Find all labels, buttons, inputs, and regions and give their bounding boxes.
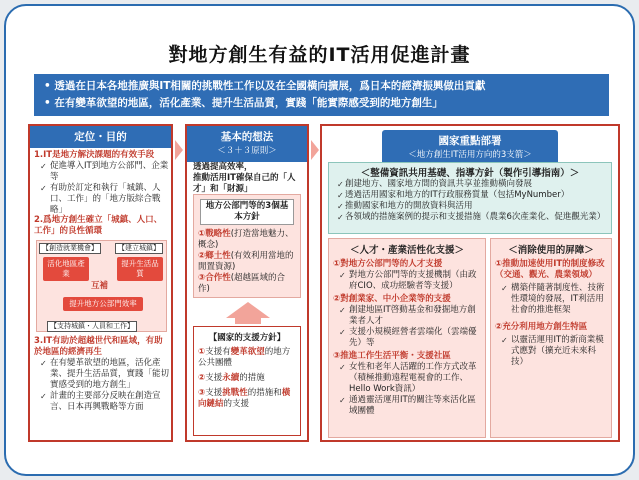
talent-section-2-title: ②對創業家、中小企業等的支援 xyxy=(333,294,451,304)
policy-text: (超越區域的合作) xyxy=(198,273,286,294)
support-num: ① xyxy=(198,347,206,357)
national-support-panel xyxy=(193,326,301,436)
national-support-title: 【國家的支援方針】 xyxy=(208,333,286,343)
three-basic-policies-panel xyxy=(193,194,301,298)
page-frame xyxy=(4,4,635,476)
tag-support: 【支持城鎮・人員和工作】 xyxy=(47,321,137,332)
policy-num: ② xyxy=(198,251,206,261)
intro-banner xyxy=(34,74,609,116)
section-3-title: 3.IT有助於超越世代和區域，有助於地區的經濟再生 xyxy=(34,336,163,357)
policy-key: 鄉土性 xyxy=(205,251,231,261)
section-1-title: 1.IT是地方解決課題的有效手段 xyxy=(34,150,155,160)
column-basic-idea-title: 基本的想法 xyxy=(220,131,274,143)
section-1 xyxy=(34,150,169,216)
column-national-priority-title: 國家重點部署 xyxy=(438,135,502,147)
support-key: 挑戰性 xyxy=(222,388,248,398)
barrier-item: ✓ 以靈活運用IT的新商業模式應對（擴充近未來科技） xyxy=(501,335,607,368)
policy-key: 合作性 xyxy=(205,273,231,283)
remove-barriers-title: ＜消除使用的屏障＞ xyxy=(508,245,594,256)
arrow-right-1 xyxy=(175,140,183,160)
box-public-efficiency: 提升地方公部門效率 xyxy=(63,297,143,311)
talent-section-3-title: ③推進工作生活平衡・支援社區 xyxy=(333,351,451,361)
support-text: 支援 xyxy=(205,388,223,398)
section-2-title xyxy=(34,215,169,237)
column-basic-idea-header xyxy=(187,126,307,162)
support-item xyxy=(194,388,300,410)
section-1-bullet: ✓ 有助於訂定和執行「城鎮、人口、工作」的「地方版綜合戰略」 xyxy=(40,183,169,216)
policy-text: (打造當地魅力、概念) xyxy=(198,229,294,250)
guideline-item: ✓ 各領域的措施案例的提示和支援措施（農業6次產業化、促進觀光業） xyxy=(337,212,611,223)
section-3-bullet: ✓ 在有變革欲望的地區，活化產業、提升生活品質，實踐「能切實感受到的地方創生」 xyxy=(40,358,169,391)
support-key: 永續 xyxy=(222,373,240,383)
policy-key: 戰略性 xyxy=(205,229,231,239)
intro-line-2: • 在有變革欲望的地區，活化產業、提升生活品質，實踐「能實際感受到的地方創生」 xyxy=(44,97,443,109)
barrier-item: ✓ 構築伴隨著制度性、技術性環境的發展，IT利活用社會的推進框架 xyxy=(501,283,607,316)
page-title: 對地方創生有益的IT活用促進計畫 xyxy=(168,44,471,66)
support-key: 變革欲望 xyxy=(230,347,265,357)
box-quality-of-life: 提升生活品質 xyxy=(117,257,163,281)
column-basic-idea xyxy=(185,124,309,442)
tag-create-jobs: 【創造就業機會】 xyxy=(39,243,101,254)
barrier-section-2-title: ②充分利用地方創生特區 xyxy=(495,322,588,332)
section-1-bullet: ✓ 促進導入IT到地方公部門、企業等 xyxy=(40,161,169,183)
three-basic-policies-title: 地方公部門等的3個基本方針 xyxy=(200,199,294,225)
policy-num: ③ xyxy=(198,273,206,283)
tag-build-town: 【建立城鎮】 xyxy=(115,243,163,254)
up-arrow-stem xyxy=(235,318,261,324)
policy-num: ① xyxy=(198,229,206,239)
support-key: 橫向鏈結 xyxy=(198,388,291,409)
box-regional-industry: 活化地區產業 xyxy=(43,257,89,281)
policy-item xyxy=(194,251,300,273)
section-2-title-text: 2.爲地方創生確立「城鎮、人口、工作」的良性循環 xyxy=(34,215,163,236)
talent-section-2 xyxy=(329,292,485,349)
support-item xyxy=(194,373,300,384)
policy-item xyxy=(194,273,300,295)
column-positioning-header: 定位・目的 xyxy=(30,126,171,148)
support-text: 支援有 xyxy=(205,347,231,357)
guideline-title: ＜整備資訊共用基礎、指導方針（製作引導指南）＞ xyxy=(360,168,580,179)
barrier-section-1-title: ①推動加速使用IT的制度修改（交通、觀光、農業領域） xyxy=(495,259,605,280)
support-text: 的支援 xyxy=(223,399,250,409)
remove-barriers-panel xyxy=(490,238,612,438)
policy-text: (有效利用當地的閒置資源) xyxy=(198,251,294,272)
column-national-priority-sub: ＜地方創生IT活用方向的3支箭＞ xyxy=(408,150,532,160)
basic-idea-intro xyxy=(193,162,305,195)
talent-item: ✓ 女性和老年人活躍的工作方式改革（積極推動遠程電視會的工作、Hello Work資訊） xyxy=(339,362,481,395)
talent-item: ✓ 創建地區IT啓動基金和發掘地方創業者人才 xyxy=(339,305,481,327)
barrier-section-2 xyxy=(491,316,611,368)
talent-industry-title: ＜人才・產業活性化支援＞ xyxy=(349,245,464,256)
support-num: ② xyxy=(198,373,206,383)
talent-section-1-title: ①對地方公部門等的人才支援 xyxy=(333,259,443,269)
section-3 xyxy=(34,336,169,413)
barrier-section-1 xyxy=(491,259,611,316)
guideline-item: ✓ 推動國家和地方的開放資料與活用 xyxy=(337,201,611,212)
talent-section-3 xyxy=(329,349,485,417)
support-text: 的措施和 xyxy=(247,388,282,398)
policy-item xyxy=(194,229,300,251)
talent-item: ✓ 通過靈活運用IT的關注等來活化區域團體 xyxy=(339,395,481,417)
talent-section-1 xyxy=(329,259,485,292)
basic-idea-intro-1: 透過提高效率， xyxy=(193,162,253,172)
arrow-right-2 xyxy=(311,140,319,160)
support-item xyxy=(194,347,300,369)
talent-item: ✓ 對地方公部門等的支援機制（由政府CIO、成功經驗者等支援） xyxy=(339,270,481,292)
section-3-bullet: ✓ 計畫的主要部分反映在創造宣言、日本再興戰略等方面 xyxy=(40,391,169,413)
column-national-priority-header xyxy=(382,130,558,166)
cycle-diagram xyxy=(36,240,167,332)
guideline-item: ✓ 透過活用國家和地方的IT行政服務質量（包括MyNumber） xyxy=(337,190,611,201)
talent-item: ✓ 支援小規模經營者雲端化（雲端優先）等 xyxy=(339,327,481,349)
support-num: ③ xyxy=(198,388,206,398)
guideline-item: ✓ 創建地方、國家地方間的資訊共享並推動橫向發展 xyxy=(337,179,611,190)
support-text: 的地方公共團體 xyxy=(198,347,291,368)
column-positioning xyxy=(28,124,173,442)
column-national-priority xyxy=(320,124,620,442)
intro-line-1: • 透過在日本各地推廣與IT相關的挑戰性工作以及在全國橫向擴展，爲日本的經濟振興做出貢獻 xyxy=(44,80,486,92)
up-arrow xyxy=(226,302,270,318)
basic-idea-intro-2: 推動活用IT確保自己的「人才」和「財源」 xyxy=(193,173,296,194)
talent-industry-panel xyxy=(328,238,486,438)
support-text: 的措施 xyxy=(239,373,265,383)
column-basic-idea-sub: ＜３＋３原則＞ xyxy=(217,146,277,156)
guideline-panel xyxy=(328,162,612,234)
mutual-label: 互補 xyxy=(91,281,109,291)
support-text: 支援 xyxy=(205,373,223,383)
